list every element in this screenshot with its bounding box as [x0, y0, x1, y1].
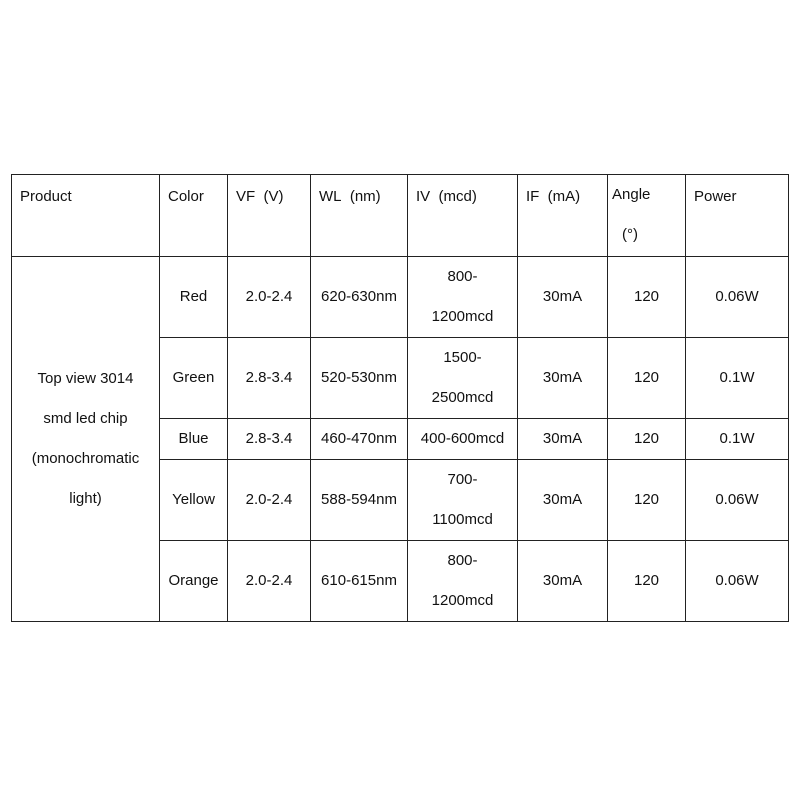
- product-line: (monochromatic: [31, 450, 140, 467]
- cell-power: 0.1W: [686, 419, 789, 460]
- product-line: smd led chip: [43, 410, 128, 427]
- header-product: Product: [12, 175, 160, 257]
- cell-if: 30mA: [518, 338, 608, 419]
- cell-wl: 588-594nm: [311, 460, 408, 541]
- cell-wl: 520-530nm: [311, 338, 408, 419]
- cell-color: Red: [160, 257, 228, 338]
- cell-power: 0.06W: [686, 460, 789, 541]
- header-color: Color: [160, 175, 228, 257]
- cell-color: Yellow: [160, 460, 228, 541]
- iv-line: 800-: [447, 268, 478, 285]
- product-line: light): [69, 490, 102, 507]
- cell-vf: 2.0-2.4: [228, 460, 311, 541]
- header-angle-unit: (°): [622, 226, 638, 243]
- cell-power: 0.06W: [686, 257, 789, 338]
- header-iv: IV (mcd): [408, 175, 518, 257]
- cell-vf: 2.8-3.4: [228, 419, 311, 460]
- cell-vf: 2.8-3.4: [228, 338, 311, 419]
- product-line: Top view 3014: [37, 370, 134, 387]
- header-if: IF (mA): [518, 175, 608, 257]
- cell-angle: 120: [608, 541, 686, 622]
- cell-wl: 620-630nm: [311, 257, 408, 338]
- cell-iv: [408, 460, 518, 541]
- cell-angle: 120: [608, 257, 686, 338]
- cell-angle: 120: [608, 419, 686, 460]
- header-angle: [608, 175, 686, 257]
- cell-wl: 460-470nm: [311, 419, 408, 460]
- cell-power: 0.1W: [686, 338, 789, 419]
- iv-line: 1500-: [443, 349, 482, 366]
- header-power: Power: [686, 175, 789, 257]
- cell-if: 30mA: [518, 419, 608, 460]
- cell-color: Green: [160, 338, 228, 419]
- cell-color: Orange: [160, 541, 228, 622]
- cell-iv: [408, 338, 518, 419]
- iv-line: 2500mcd: [431, 389, 494, 406]
- iv-line: 1200mcd: [431, 308, 494, 325]
- header-row: [12, 175, 789, 257]
- cell-color: Blue: [160, 419, 228, 460]
- iv-line: 1200mcd: [431, 592, 494, 609]
- header-wl: WL (nm): [311, 175, 408, 257]
- cell-angle: 120: [608, 460, 686, 541]
- cell-if: 30mA: [518, 541, 608, 622]
- header-angle-label: Angle: [612, 186, 651, 203]
- cell-vf: 2.0-2.4: [228, 257, 311, 338]
- cell-if: 30mA: [518, 460, 608, 541]
- cell-wl: 610-615nm: [311, 541, 408, 622]
- iv-line: 1100mcd: [432, 511, 493, 528]
- cell-iv: 400-600mcd: [408, 419, 518, 460]
- cell-angle: 120: [608, 338, 686, 419]
- cell-vf: 2.0-2.4: [228, 541, 311, 622]
- table-row: [12, 257, 789, 338]
- iv-line: 800-: [447, 552, 478, 569]
- led-spec-table: [11, 174, 789, 622]
- product-cell: [12, 257, 160, 622]
- cell-iv: [408, 541, 518, 622]
- cell-iv: [408, 257, 518, 338]
- iv-line: 700-: [447, 471, 478, 488]
- header-vf: VF (V): [228, 175, 311, 257]
- cell-power: 0.06W: [686, 541, 789, 622]
- cell-if: 30mA: [518, 257, 608, 338]
